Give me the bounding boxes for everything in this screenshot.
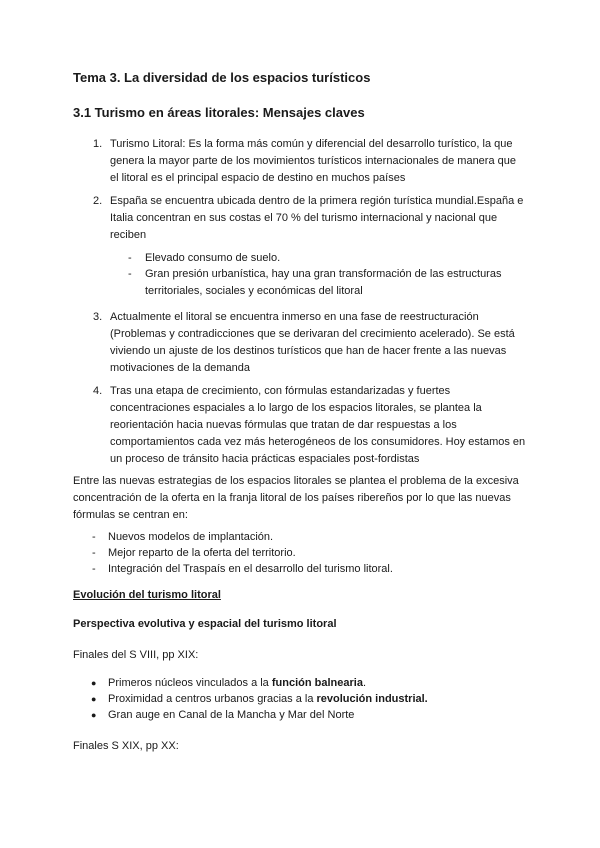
section-heading: Evolución del turismo litoral: [73, 589, 221, 601]
paragraph-line: fórmulas se centran en:: [73, 509, 188, 521]
sub-list-item-line: Gran presión urbanística, hay una gran transformación de las estructuras: [145, 268, 502, 280]
sub-list-item: [145, 266, 501, 300]
strategy-item: Mejor reparto de la oferta del territorio.: [108, 547, 296, 559]
list-item-line: motivaciones de la demanda: [110, 362, 251, 374]
section-subtitle: 3.1 Turismo en áreas litorales: Mensajes claves: [73, 105, 365, 120]
bullet-bold-text: revolución industrial.: [316, 693, 428, 705]
list-item-line: Tras una etapa de crecimiento, con fórmulas estandarizadas y fuertes: [110, 385, 451, 397]
item-number: 3.: [93, 311, 103, 323]
bullet-text: Gran auge en Canal de la Mancha y Mar del Norte: [108, 709, 355, 721]
dash-marker: -: [128, 252, 132, 264]
bullet-icon: ●: [91, 710, 97, 720]
bullet-bold-text: función balnearia: [271, 677, 363, 689]
strategy-item: Nuevos modelos de implantación.: [108, 531, 274, 543]
period-label: Finales S XIX, pp XX:: [73, 740, 179, 752]
list-item: [110, 309, 515, 377]
bullet-item: [108, 707, 354, 724]
list-item: [110, 193, 523, 244]
list-item-line: España se encuentra ubicada dentro de la primera región turística mundial.España e: [110, 195, 524, 207]
list-item-line: genera la mayor parte de los movimientos turísticos internacionales de manera que: [110, 155, 516, 167]
paragraph-line: Entre las nuevas estrategias de los espacios litorales se plantea el problema de la excesiva: [73, 475, 519, 487]
dash-marker: -: [92, 547, 96, 559]
list-item-line: Turismo Litoral: Es la forma más común y diferencial del desarrollo turístico, la que: [110, 138, 513, 150]
paragraph: [73, 473, 519, 524]
dash-marker: -: [92, 563, 96, 575]
list-item-line: concentraciones espaciales a lo largo de los espacios litorales, se plantea la: [110, 402, 482, 414]
bullet-icon: ●: [91, 678, 97, 688]
bullet-item: [108, 675, 366, 692]
item-number: 4.: [93, 385, 103, 397]
bullet-text: Proximidad a centros urbanos gracias a la: [108, 693, 317, 705]
list-item-line: un proceso de tránsito hacia prácticas espaciales post-fordistas: [110, 453, 420, 465]
list-item-line: el litoral es el principal espacio de destino en muchos países: [110, 172, 406, 184]
list-item-line: Italia concentran en sus costas el 70 % del turismo internacional y nacional que: [110, 212, 498, 224]
section-subheading: Perspectiva evolutiva y espacial del turismo litoral: [73, 618, 337, 630]
dash-marker: -: [92, 531, 96, 543]
list-item-line: (Problemas y contradicciones que se derivaran del crecimiento acelerado). Se está: [110, 328, 515, 340]
paragraph-line: concentración de la oferta en la franja litoral de los países ribereños por lo que las nuevas: [73, 492, 511, 504]
list-item-line: Actualmente el litoral se encuentra inmerso en una fase de reestructuración: [110, 311, 479, 323]
document-title: Tema 3. La diversidad de los espacios turísticos: [73, 70, 371, 85]
list-item-line: reorientación hacia nuevas fórmulas que tratan de dar respuestas a los: [110, 419, 457, 431]
bullet-text-end: .: [362, 677, 366, 689]
bullet-item: [108, 691, 428, 708]
bullet-icon: ●: [91, 694, 97, 704]
bullet-text: Primeros núcleos vinculados a la: [108, 677, 272, 689]
item-number: 1.: [93, 138, 103, 150]
period-label: Finales del S VIII, pp XIX:: [73, 649, 199, 661]
list-item-line: comportamientos cada vez más heterogéneos de los consumidores. Hoy estamos en: [110, 436, 526, 448]
list-item-line: viviendo un ajuste de los destinos turísticos que han de hacer frente a las nuevas: [110, 345, 507, 357]
list-item: [110, 383, 525, 468]
sub-list-item-line: territoriales, sociales y económicas del litoral: [145, 285, 363, 297]
sub-list-item-line: Elevado consumo de suelo.: [145, 252, 281, 264]
sub-list-item: [145, 250, 280, 267]
list-item: [110, 136, 516, 187]
strategy-item: Integración del Traspaís en el desarrollo del turismo litoral.: [108, 563, 393, 575]
list-item-line: reciben: [110, 229, 147, 241]
dash-marker: -: [128, 268, 132, 280]
item-number: 2.: [93, 195, 103, 207]
